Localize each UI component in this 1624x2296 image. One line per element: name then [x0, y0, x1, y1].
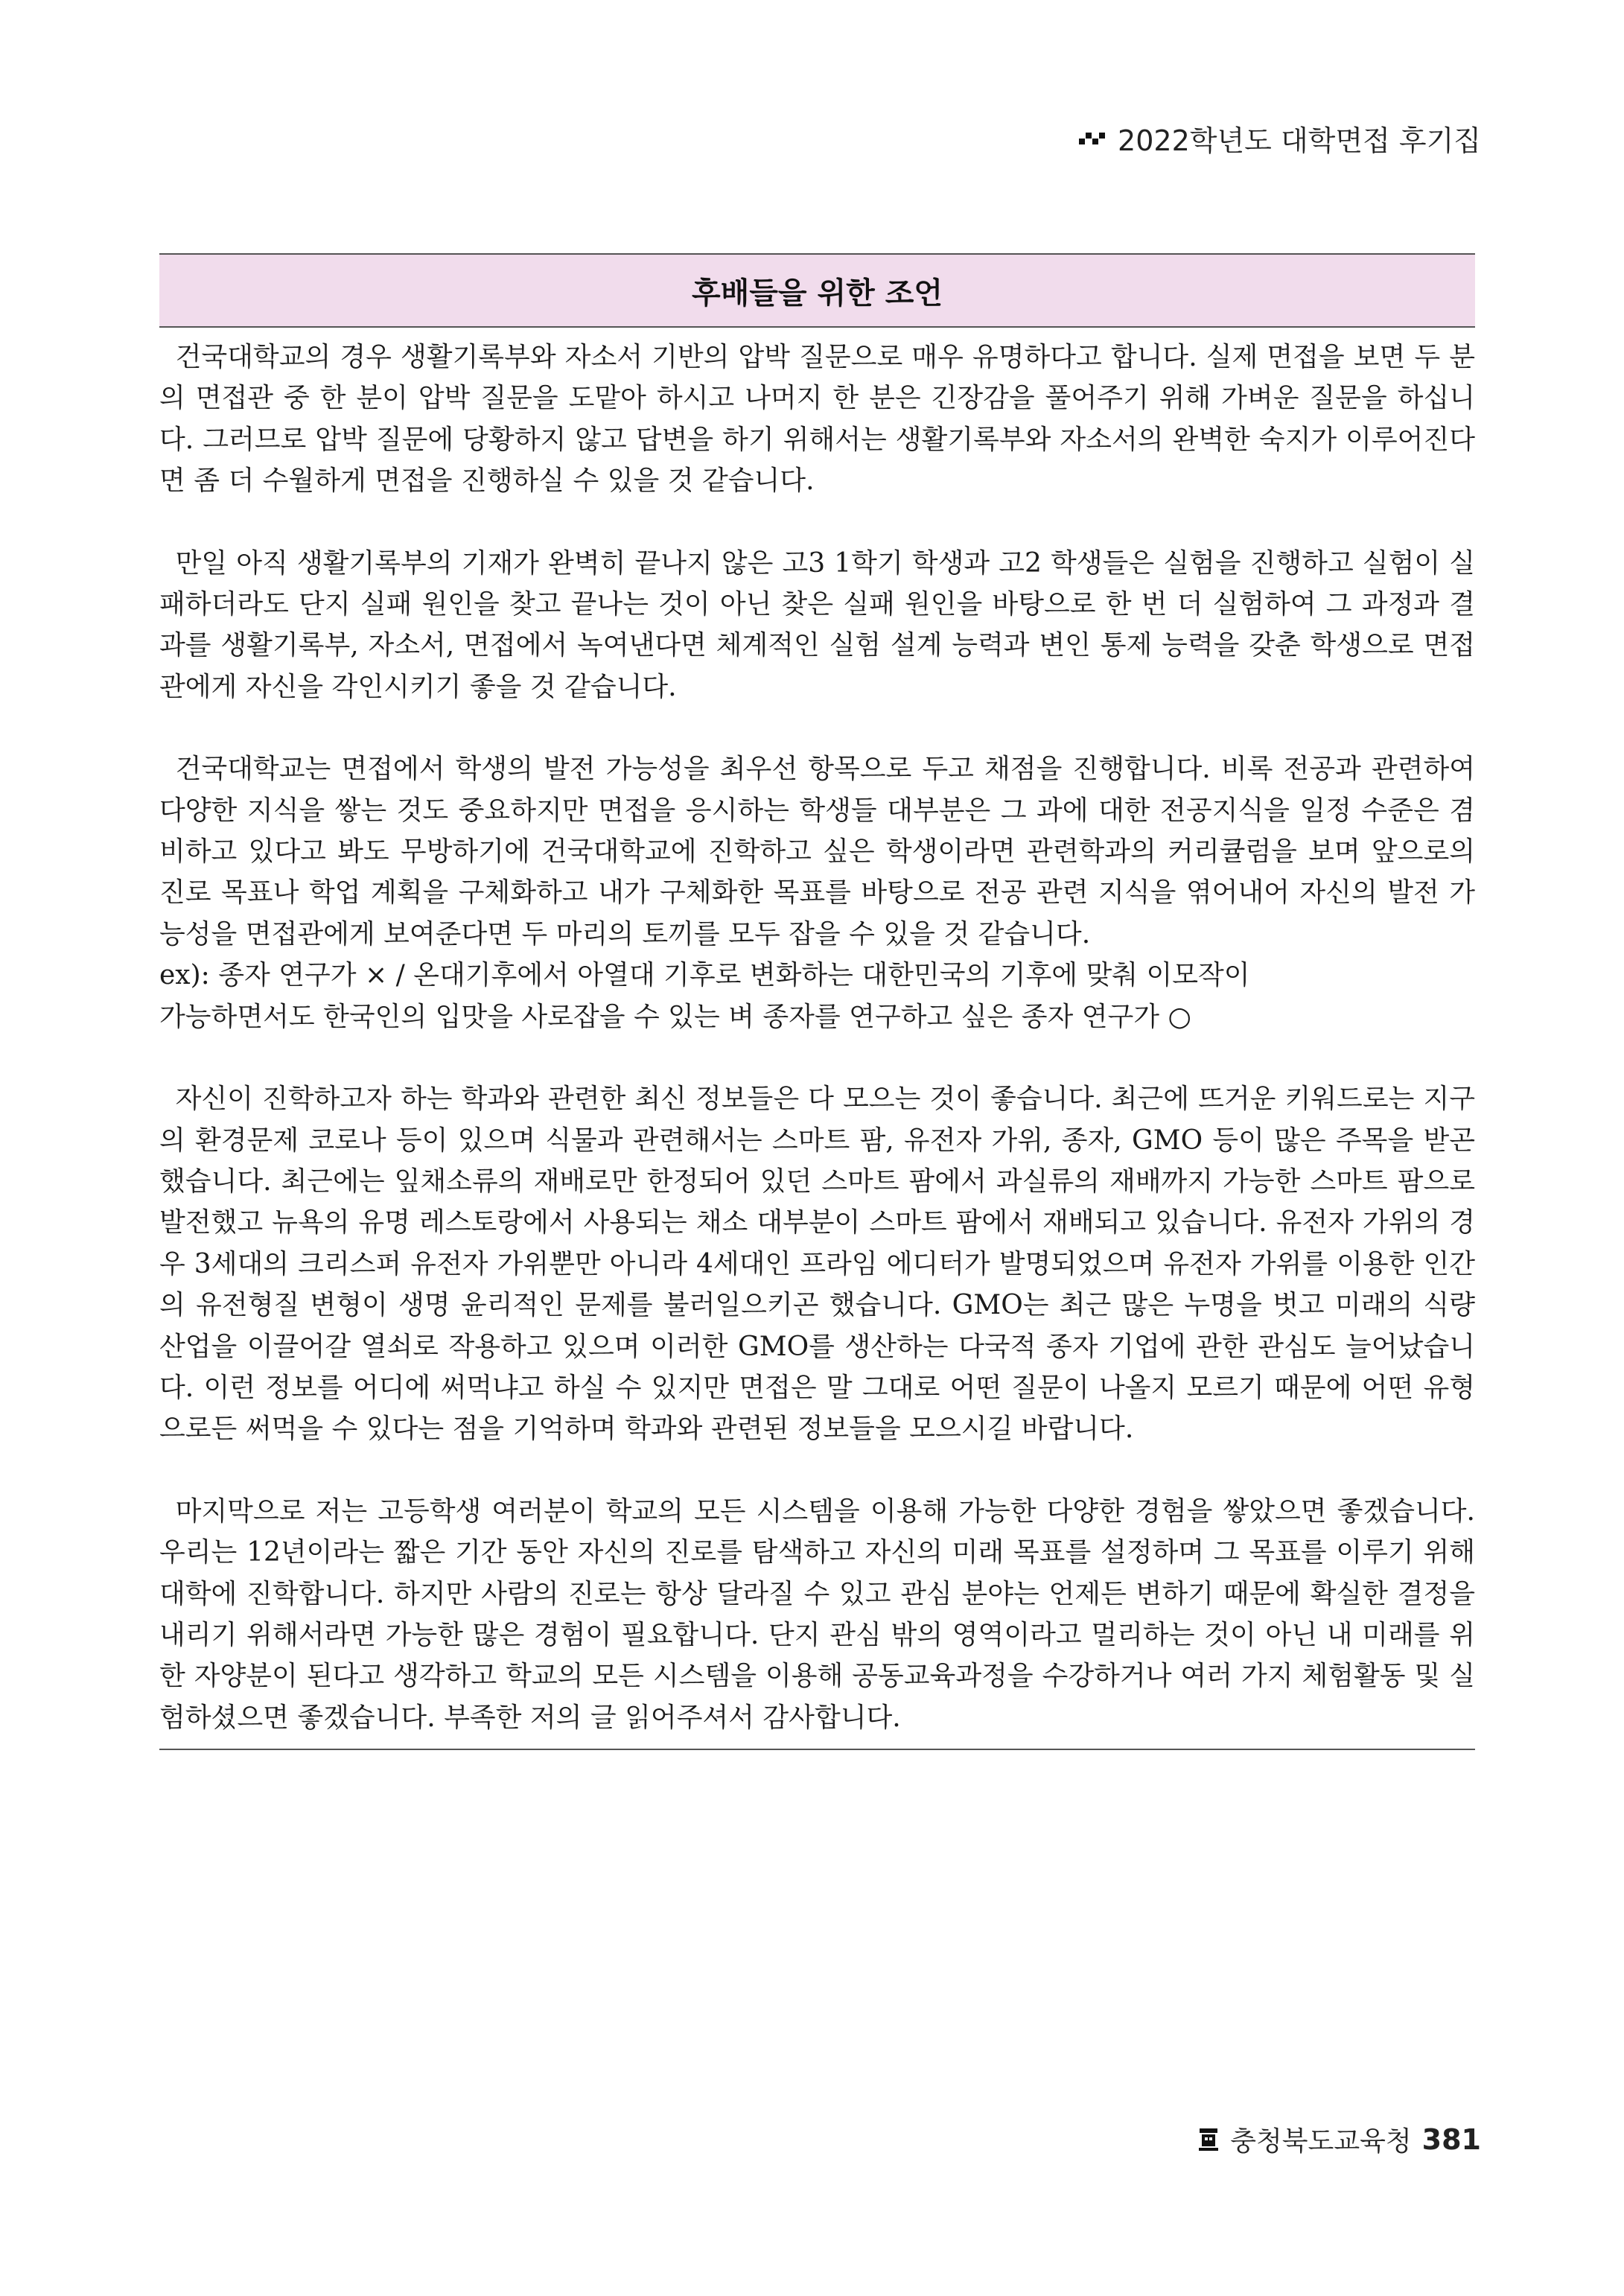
page-number: 381 [1421, 2122, 1481, 2156]
section-title: 후배들을 위한 조언 [159, 253, 1475, 328]
page-header [1079, 118, 1481, 159]
paragraph: 건국대학교는 면접에서 학생의 발전 가능성을 최우선 항목으로 두고 채점을 진행합니다. 비록 전공과 관련하여 다양한 지식을 쌓는 것도 중요하지만 면접을 응시하는 학생들 대부분은 그 과에 대한 전공지식을 일정 수준은 겸비하고 있다고 봐도 무방하기에 건국대학교에 진학하고 싶은 학생이라면 관련학과의 커리큘럼을 보며 앞으로의 진로 목표나 학업 계획을 구체화하고 내가 구체화한 목표를 바탕으로 전공 관련 지식을 엮어내어 자신의 발전 가능성을 면접관에게 보여준다면 두 마리의 토끼를 모두 잡을 수 있을 것 같습니다. [159, 754, 1475, 950]
example-line: 가능하면서도 한국인의 입맛을 사로잡을 수 있는 벼 종자를 연구하고 싶은 종자 연구가 ○ [159, 1001, 1191, 1032]
advice-body [159, 328, 1475, 1738]
example-line: ex): 종자 연구가 × / 온대기후에서 아열대 기후로 변화하는 대한민국의 기후에 맞춰 이모작이 [159, 960, 1250, 991]
paragraph: 건국대학교의 경우 생활기록부와 자소서 기반의 압박 질문으로 매우 유명하다고 합니다. 실제 면접을 보면 두 분의 면접관 중 한 분이 압박 질문을 도맡아 하시고 나머지 한 분은 긴장감을 풀어주기 위해 가벼운 질문을 하십니다. 그러므로 압박 질문에 당황하지 않고 답변을 하기 위해서는 생활기록부와 자소서의 완벽한 숙지가 이루어진다면 좀 더 수월하게 면접을 진행하실 수 있을 것 같습니다. [159, 342, 1475, 497]
paragraph: 자신이 진학하고자 하는 학과와 관련한 최신 정보들은 다 모으는 것이 좋습니다. 최근에 뜨거운 키워드로는 지구의 환경문제 코로나 등이 있으며 식물과 관련해서는 스마트 팜, 유전자 가위, 종자, GMO 등이 많은 주목을 받곤 했습니다. 최근에는 잎채소류의 재배로만 한정되어 있던 스마트 팜에서 과실류의 재배까지 가능한 스마트 팜으로 발전했고 뉴욕의 유명 레스토랑에서 사용되는 채소 대부분이 스마트 팜에서 재배되고 있습니다. 유전자 가위의 경우 3세대의 크리스퍼 유전자 가위뿐만 아니라 4세대인 프라임 에디터가 발명되었으며 유전자 가위를 이용한 인간의 유전형질 변형이 생명 윤리적인 문제를 불러일으키곤 했습니다. GMO는 최근 많은 누명을 벗고 미래의 식량 산업을 이끌어갈 열쇠로 작용하고 있으며 이러한 GMO를 생산하는 다국적 종자 기업에 관한 관심도 늘어났습니다. 이런 정보를 어디에 써먹냐고 하실 수 있지만 면접은 말 그대로 어떤 질문이 나올지 모르기 때문에 어떤 유형으로든 써먹을 수 있다는 점을 기억하며 학과와 관련된 정보들을 모으시길 바랍니다. [159, 1084, 1475, 1445]
checker-squares-icon [1079, 131, 1104, 146]
footer-organization: 충청북도교육청 [1230, 2126, 1412, 2157]
office-emblem-icon [1197, 2127, 1220, 2152]
header-title: 2022학년도 대학면접 후기집 [1118, 124, 1481, 157]
page-footer [1197, 2120, 1481, 2158]
paragraph: 만일 아직 생활기록부의 기재가 완벽히 끝나지 않은 고3 1학기 학생과 고2 학생들은 실험을 진행하고 실험이 실패하더라도 단지 실패 원인을 찾고 끝나는 것이 아닌 찾은 실패 원인을 바탕으로 한 번 더 실험하여 그 과정과 결과를 생활기록부, 자소서, 면접에서 녹여낸다면 체계적인 실험 설계 능력과 변인 통제 능력을 갖춘 학생으로 면접관에게 자신을 각인시키기 좋을 것 같습니다. [159, 547, 1475, 702]
paragraph-with-example [159, 748, 1475, 1037]
paragraph: 마지막으로 저는 고등학생 여러분이 학교의 모든 시스템을 이용해 가능한 다양한 경험을 쌓았으면 좋겠습니다. 우리는 12년이라는 짧은 기간 동안 자신의 진로를 탐색하고 자신의 미래 목표를 설정하며 그 목표를 이루기 위해 대학에 진학합니다. 하지만 사람의 진로는 항상 달라질 수 있고 관심 분야는 언제든 변하기 때문에 확실한 결정을 내리기 위해서라면 가능한 많은 경험이 필요합니다. 단지 관심 밖의 영역이라고 멀리하는 것이 아닌 내 미래를 위한 자양분이 된다고 생각하고 학교의 모든 시스템을 이용해 공동교육과정을 수강하거나 여러 가지 체험활동 및 실험하셨으면 좋겠습니다. 부족한 저의 글 읽어주셔서 감사합니다. [159, 1495, 1475, 1733]
section-bottom-rule [159, 1749, 1475, 1750]
advice-section [159, 253, 1475, 1750]
